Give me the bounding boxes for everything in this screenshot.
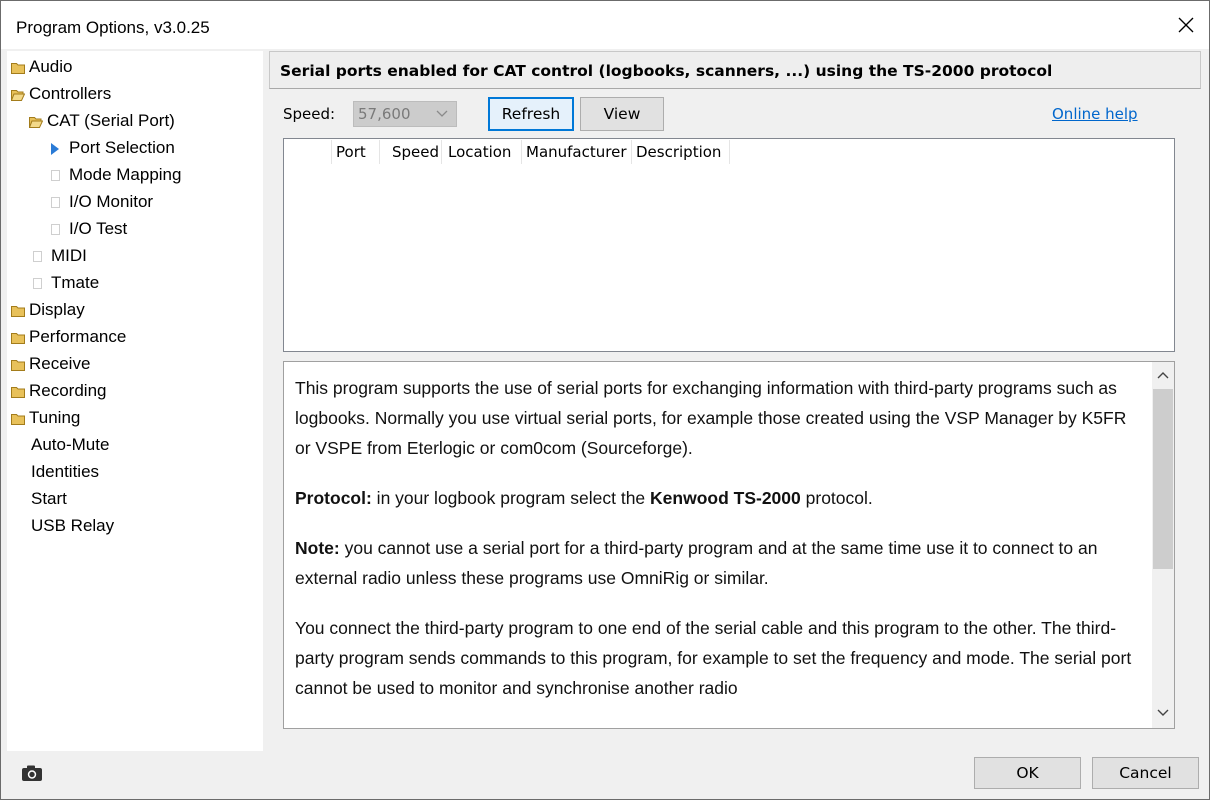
folder-icon [11, 413, 25, 425]
tree-item-usb-relay[interactable] [31, 513, 114, 539]
column-header-location[interactable]: Location [444, 140, 522, 164]
note-heading: Note: [295, 538, 340, 558]
tree-item-label: Mode Mapping [69, 165, 182, 184]
scroll-thumb[interactable] [1153, 389, 1173, 569]
help-paragraph-intro: This program supports the use of serial ports for exchanging information with third-party programs such as logbooks. Normally you use virtual serial ports, for example those created using the VSP Manager by K5FR or VSPE from Eterlogic or com0com (Sourceforge). [295, 378, 1127, 458]
tree-item-label: Tmate [51, 273, 100, 292]
folder-open-icon [11, 89, 25, 101]
tree-item-label: Auto-Mute [31, 435, 110, 454]
tree-item-label: Performance [29, 327, 127, 346]
tree-item-display[interactable] [11, 297, 85, 323]
window-title: Program Options, v3.0.25 [16, 18, 210, 37]
column-header-blank[interactable] [284, 140, 332, 164]
tree-item-performance[interactable] [11, 324, 126, 350]
tree-item-label: Identities [31, 462, 100, 481]
online-help-link[interactable]: Online help [1052, 105, 1138, 123]
folder-icon [11, 386, 25, 398]
help-text [295, 373, 1145, 723]
tree-item-label: Start [31, 489, 67, 508]
folder-icon [11, 332, 25, 344]
chevron-down-icon [436, 108, 448, 118]
cancel-button[interactable]: Cancel [1092, 757, 1199, 789]
tree-item-label: Recording [29, 381, 107, 400]
folder-icon [11, 62, 25, 74]
title-bar [1, 1, 1209, 49]
scroll-down-button[interactable] [1152, 702, 1174, 726]
folder-icon [11, 359, 25, 371]
tree-item-identities[interactable] [31, 459, 99, 485]
tree-item-label: Display [29, 300, 85, 319]
tree-item-midi[interactable] [33, 243, 87, 269]
tree-item-label: Port Selection [69, 138, 175, 157]
help-paragraph-protocol [295, 483, 1145, 513]
help-text-panel [283, 361, 1175, 729]
protocol-name: Kenwood TS-2000 [650, 488, 801, 508]
close-icon [1178, 17, 1194, 33]
speed-select[interactable] [353, 101, 457, 127]
page-icon [51, 197, 60, 208]
column-header-manufacturer[interactable]: Manufacturer [522, 140, 632, 164]
tree-item-tuning[interactable] [11, 405, 80, 431]
view-button[interactable]: View [580, 97, 664, 131]
speed-label: Speed: [283, 105, 336, 123]
tree-item-mode-mapping[interactable] [51, 162, 181, 188]
tree-item-controllers[interactable] [11, 81, 111, 107]
section-title: Serial ports enabled for CAT control (logbooks, scanners, ...) using the TS-2000 protocol [280, 62, 1053, 80]
tree-item-auto-mute[interactable] [31, 432, 109, 458]
chevron-up-icon [1157, 371, 1169, 379]
tree-item-port-selection[interactable] [49, 135, 175, 161]
tree-item-label: MIDI [51, 246, 87, 265]
port-selection-panel [267, 51, 1205, 751]
tree-item-label: USB Relay [31, 516, 115, 535]
page-icon [51, 170, 60, 181]
tree-item-io-test[interactable] [51, 216, 127, 242]
tree-item-cat-serial-port[interactable] [29, 108, 175, 134]
tree-item-label: Audio [29, 57, 73, 76]
options-tree [7, 51, 263, 751]
refresh-button[interactable]: Refresh [488, 97, 574, 131]
tree-item-audio[interactable] [11, 54, 72, 80]
protocol-text-a: in your logbook program select the [371, 488, 651, 508]
tree-item-label: Controllers [29, 84, 112, 103]
tree-item-label: I/O Monitor [69, 192, 154, 211]
tree-item-label: Tuning [29, 408, 81, 427]
tree-item-receive[interactable] [11, 351, 90, 377]
close-button[interactable] [1163, 1, 1209, 49]
column-header-port[interactable]: Port [332, 140, 380, 164]
serial-port-list[interactable] [283, 138, 1175, 352]
note-text: you cannot use a serial port for a third-party program and at the same time use it to connect to an external radio unless these programs use OmniRig or similar. [295, 538, 1098, 588]
section-header [269, 51, 1201, 89]
protocol-text-b: protocol. [800, 488, 873, 508]
scroll-up-button[interactable] [1152, 364, 1174, 388]
page-icon [51, 224, 60, 235]
tree-item-label: CAT (Serial Port) [47, 111, 175, 130]
column-header-description[interactable]: Description [632, 140, 730, 164]
folder-icon [11, 305, 25, 317]
tree-item-label: I/O Test [69, 219, 128, 238]
selected-arrow-icon [51, 143, 59, 155]
page-icon [33, 278, 42, 289]
chevron-down-icon [1157, 709, 1169, 717]
tree-item-start[interactable] [31, 486, 67, 512]
tree-item-label: Receive [29, 354, 91, 373]
tree-item-io-monitor[interactable] [51, 189, 153, 215]
camera-icon[interactable] [21, 765, 43, 786]
folder-open-icon [29, 116, 43, 128]
tree-item-tmate[interactable] [33, 270, 99, 296]
help-paragraph-note [295, 533, 1145, 593]
page-icon [33, 251, 42, 262]
help-paragraph-connection: You connect the third-party program to one end of the serial cable and this program to the other. The third-party program sends commands to this program, for example to set the frequency and mode. The serial port cannot be used to monitor and synchronise another radio [295, 618, 1132, 698]
protocol-heading: Protocol: [295, 488, 372, 508]
ok-button[interactable]: OK [974, 757, 1081, 789]
speed-value: 57,600 [358, 105, 411, 123]
help-scrollbar[interactable] [1152, 362, 1174, 728]
tree-item-recording[interactable] [11, 378, 107, 404]
column-header-speed[interactable]: Speed [380, 140, 442, 164]
